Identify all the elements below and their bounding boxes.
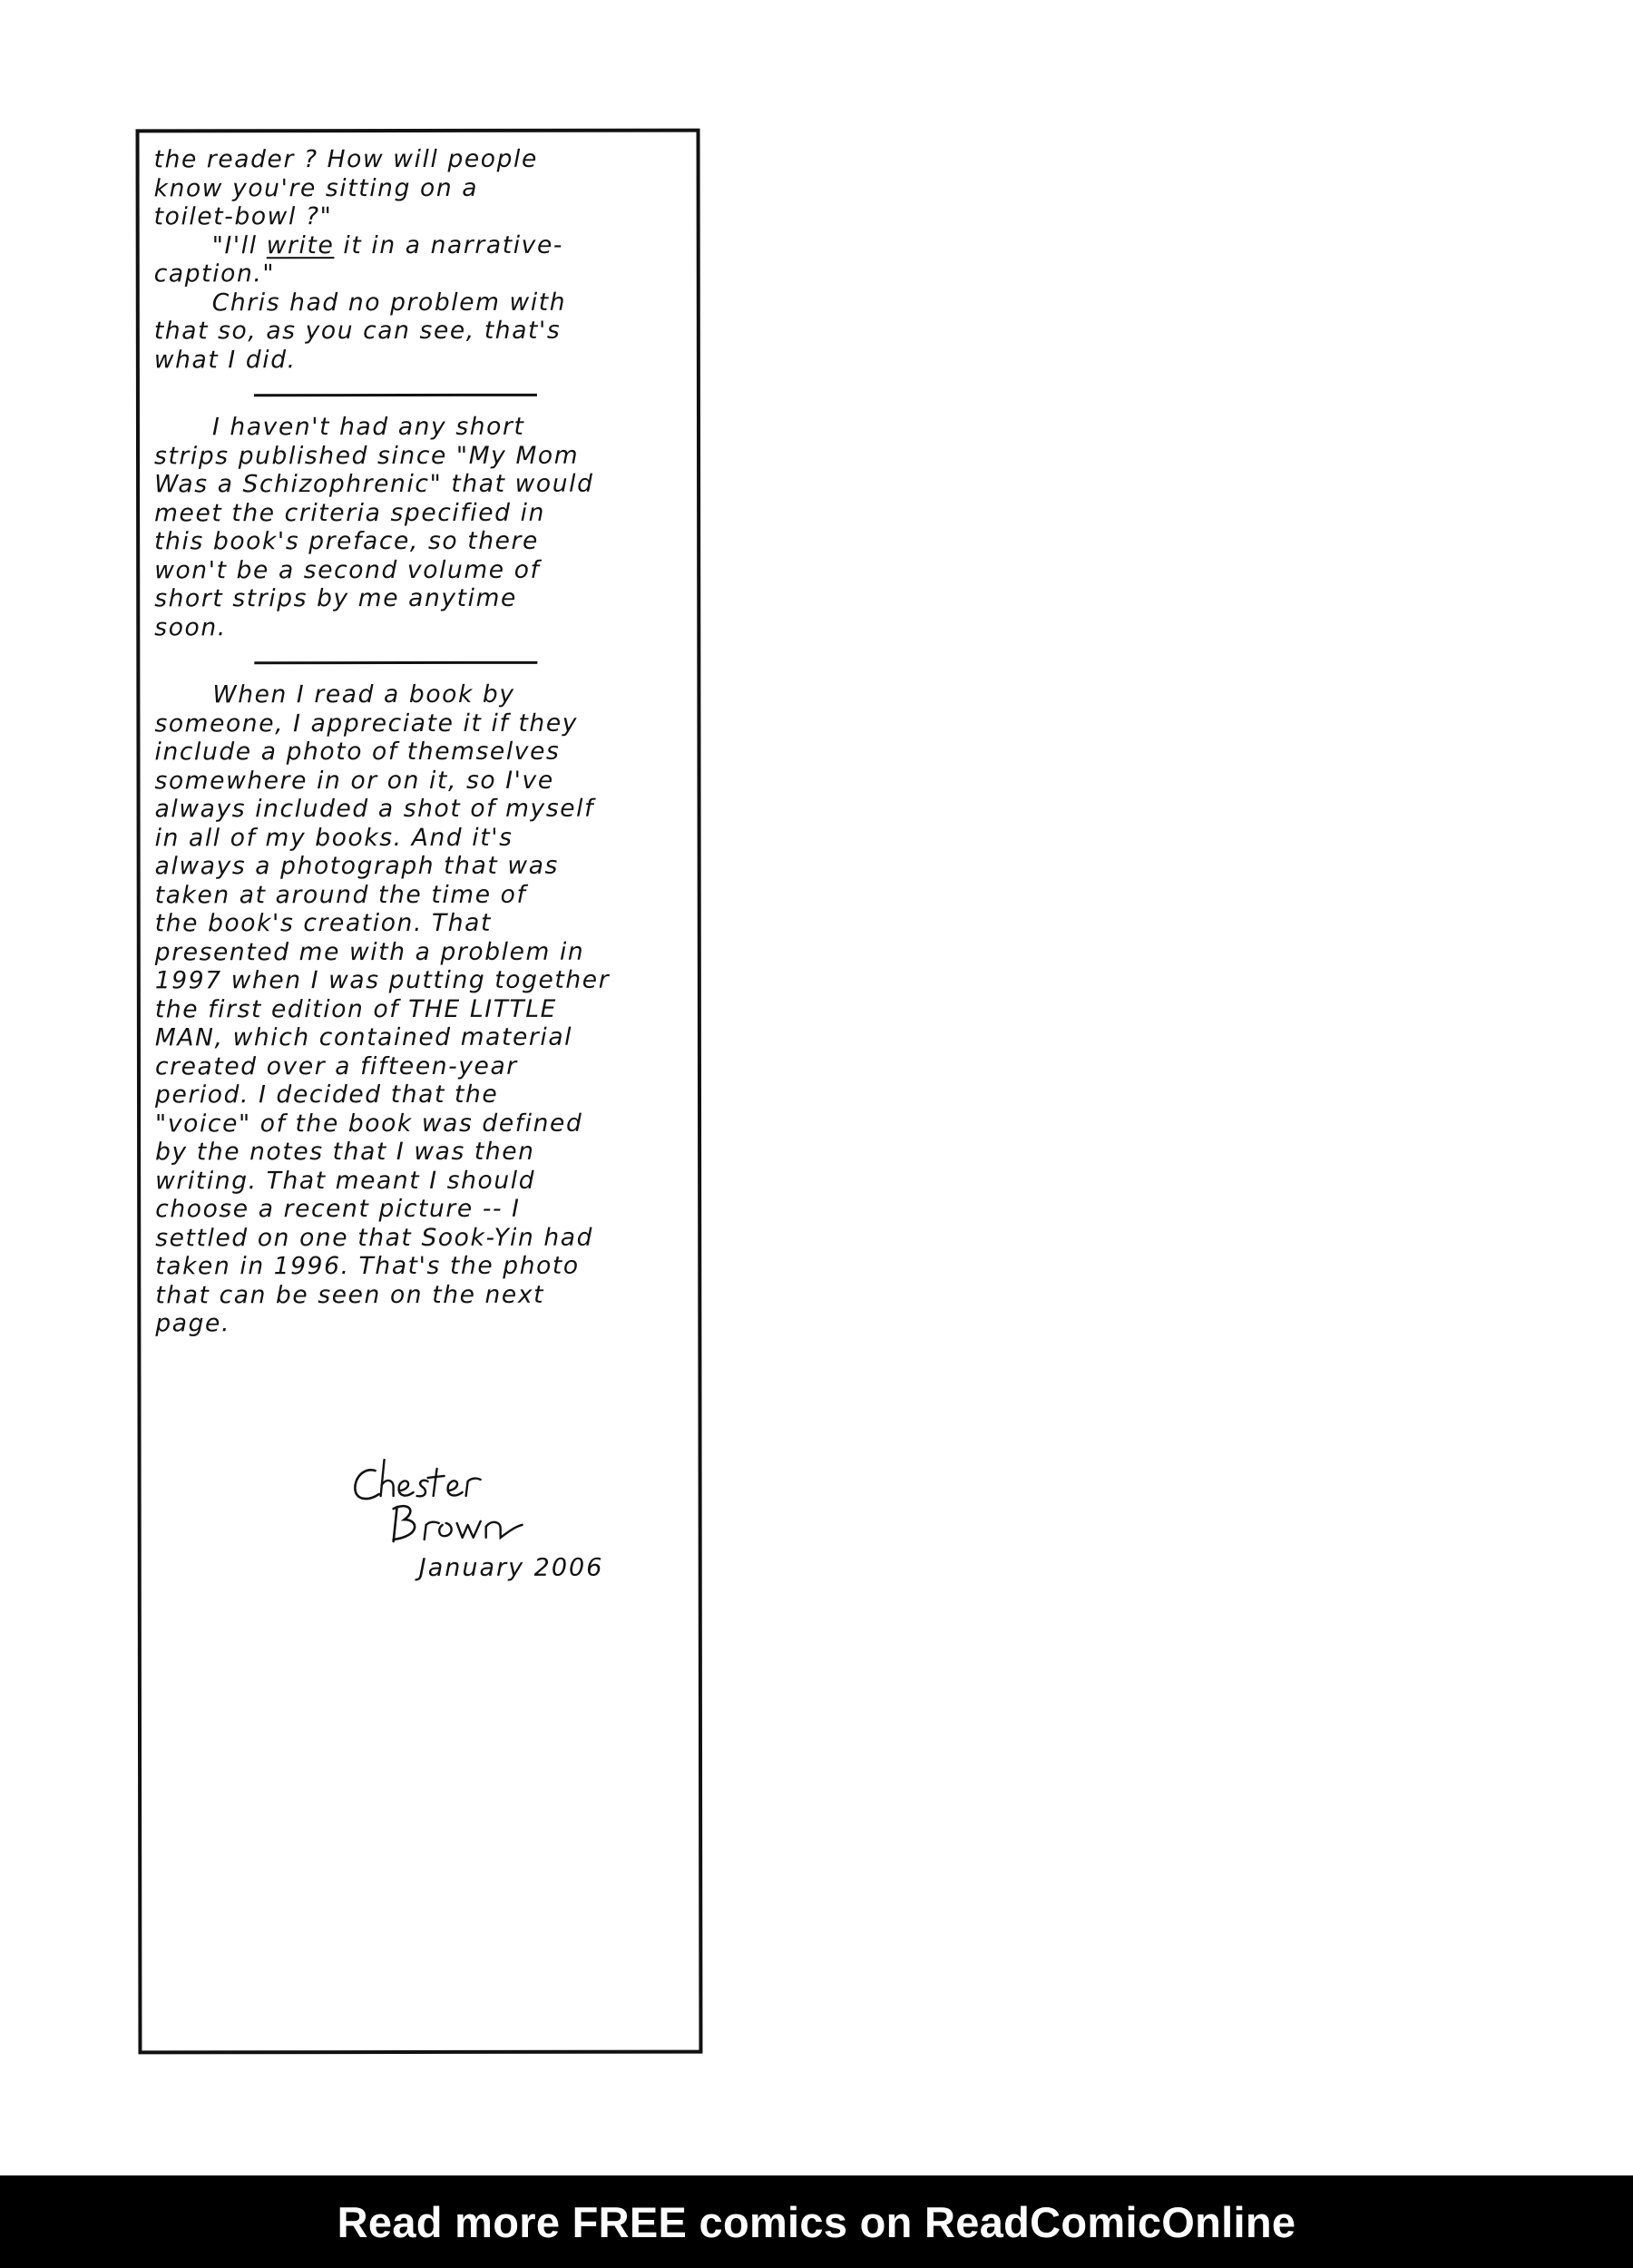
paragraph-2: Chris had no problem with that so, as you can see, that's what I did. [153, 288, 567, 374]
quote-after: it in a narrative- caption." [153, 230, 564, 288]
paragraph-3: I haven't had any short strips published since "My Mom Was a Schizophrenic" that would meet the criteria specified in this book's preface, so there won't be a second volume of short strips by me anytime soon. [153, 412, 594, 641]
panel-text [154, 145, 691, 1338]
promo-footer-text[interactable]: Read more FREE comics on ReadComicOnline [337, 2197, 1296, 2246]
promo-footer-banner[interactable] [0, 2175, 1633, 2268]
quote-line [154, 230, 689, 288]
paragraph-4: When I read a book by someone, I appreciate it if they include a photo of themselves somewhere in or on it, so I've always included a shot of myself in all of my books. And it's always a photograph that was taken at around the time of the book's creation. That presented me with a problem in 1997 when I was putting together the first edition of THE LITTLE MAN, which contained material created over a fifteen-year period. I decided that the "voice" of the book was defined by the notes that I was then writing. That meant I should choose a recent picture -- I settled on one that Sook-Yin had taken in 1996. That's the photo that can be seen on the next page. [154, 679, 611, 1338]
date-line: January 2006 [418, 1553, 604, 1583]
signature-image [348, 1451, 548, 1550]
section-divider [254, 661, 537, 664]
section-divider [254, 394, 537, 396]
text-panel [136, 129, 703, 2055]
quote-before: "I'll [211, 230, 267, 259]
quote-underlined-word: write [266, 230, 335, 259]
paragraph-1: the reader ? How will people know you're sitting on a toilet-bowl ?" [153, 144, 538, 231]
